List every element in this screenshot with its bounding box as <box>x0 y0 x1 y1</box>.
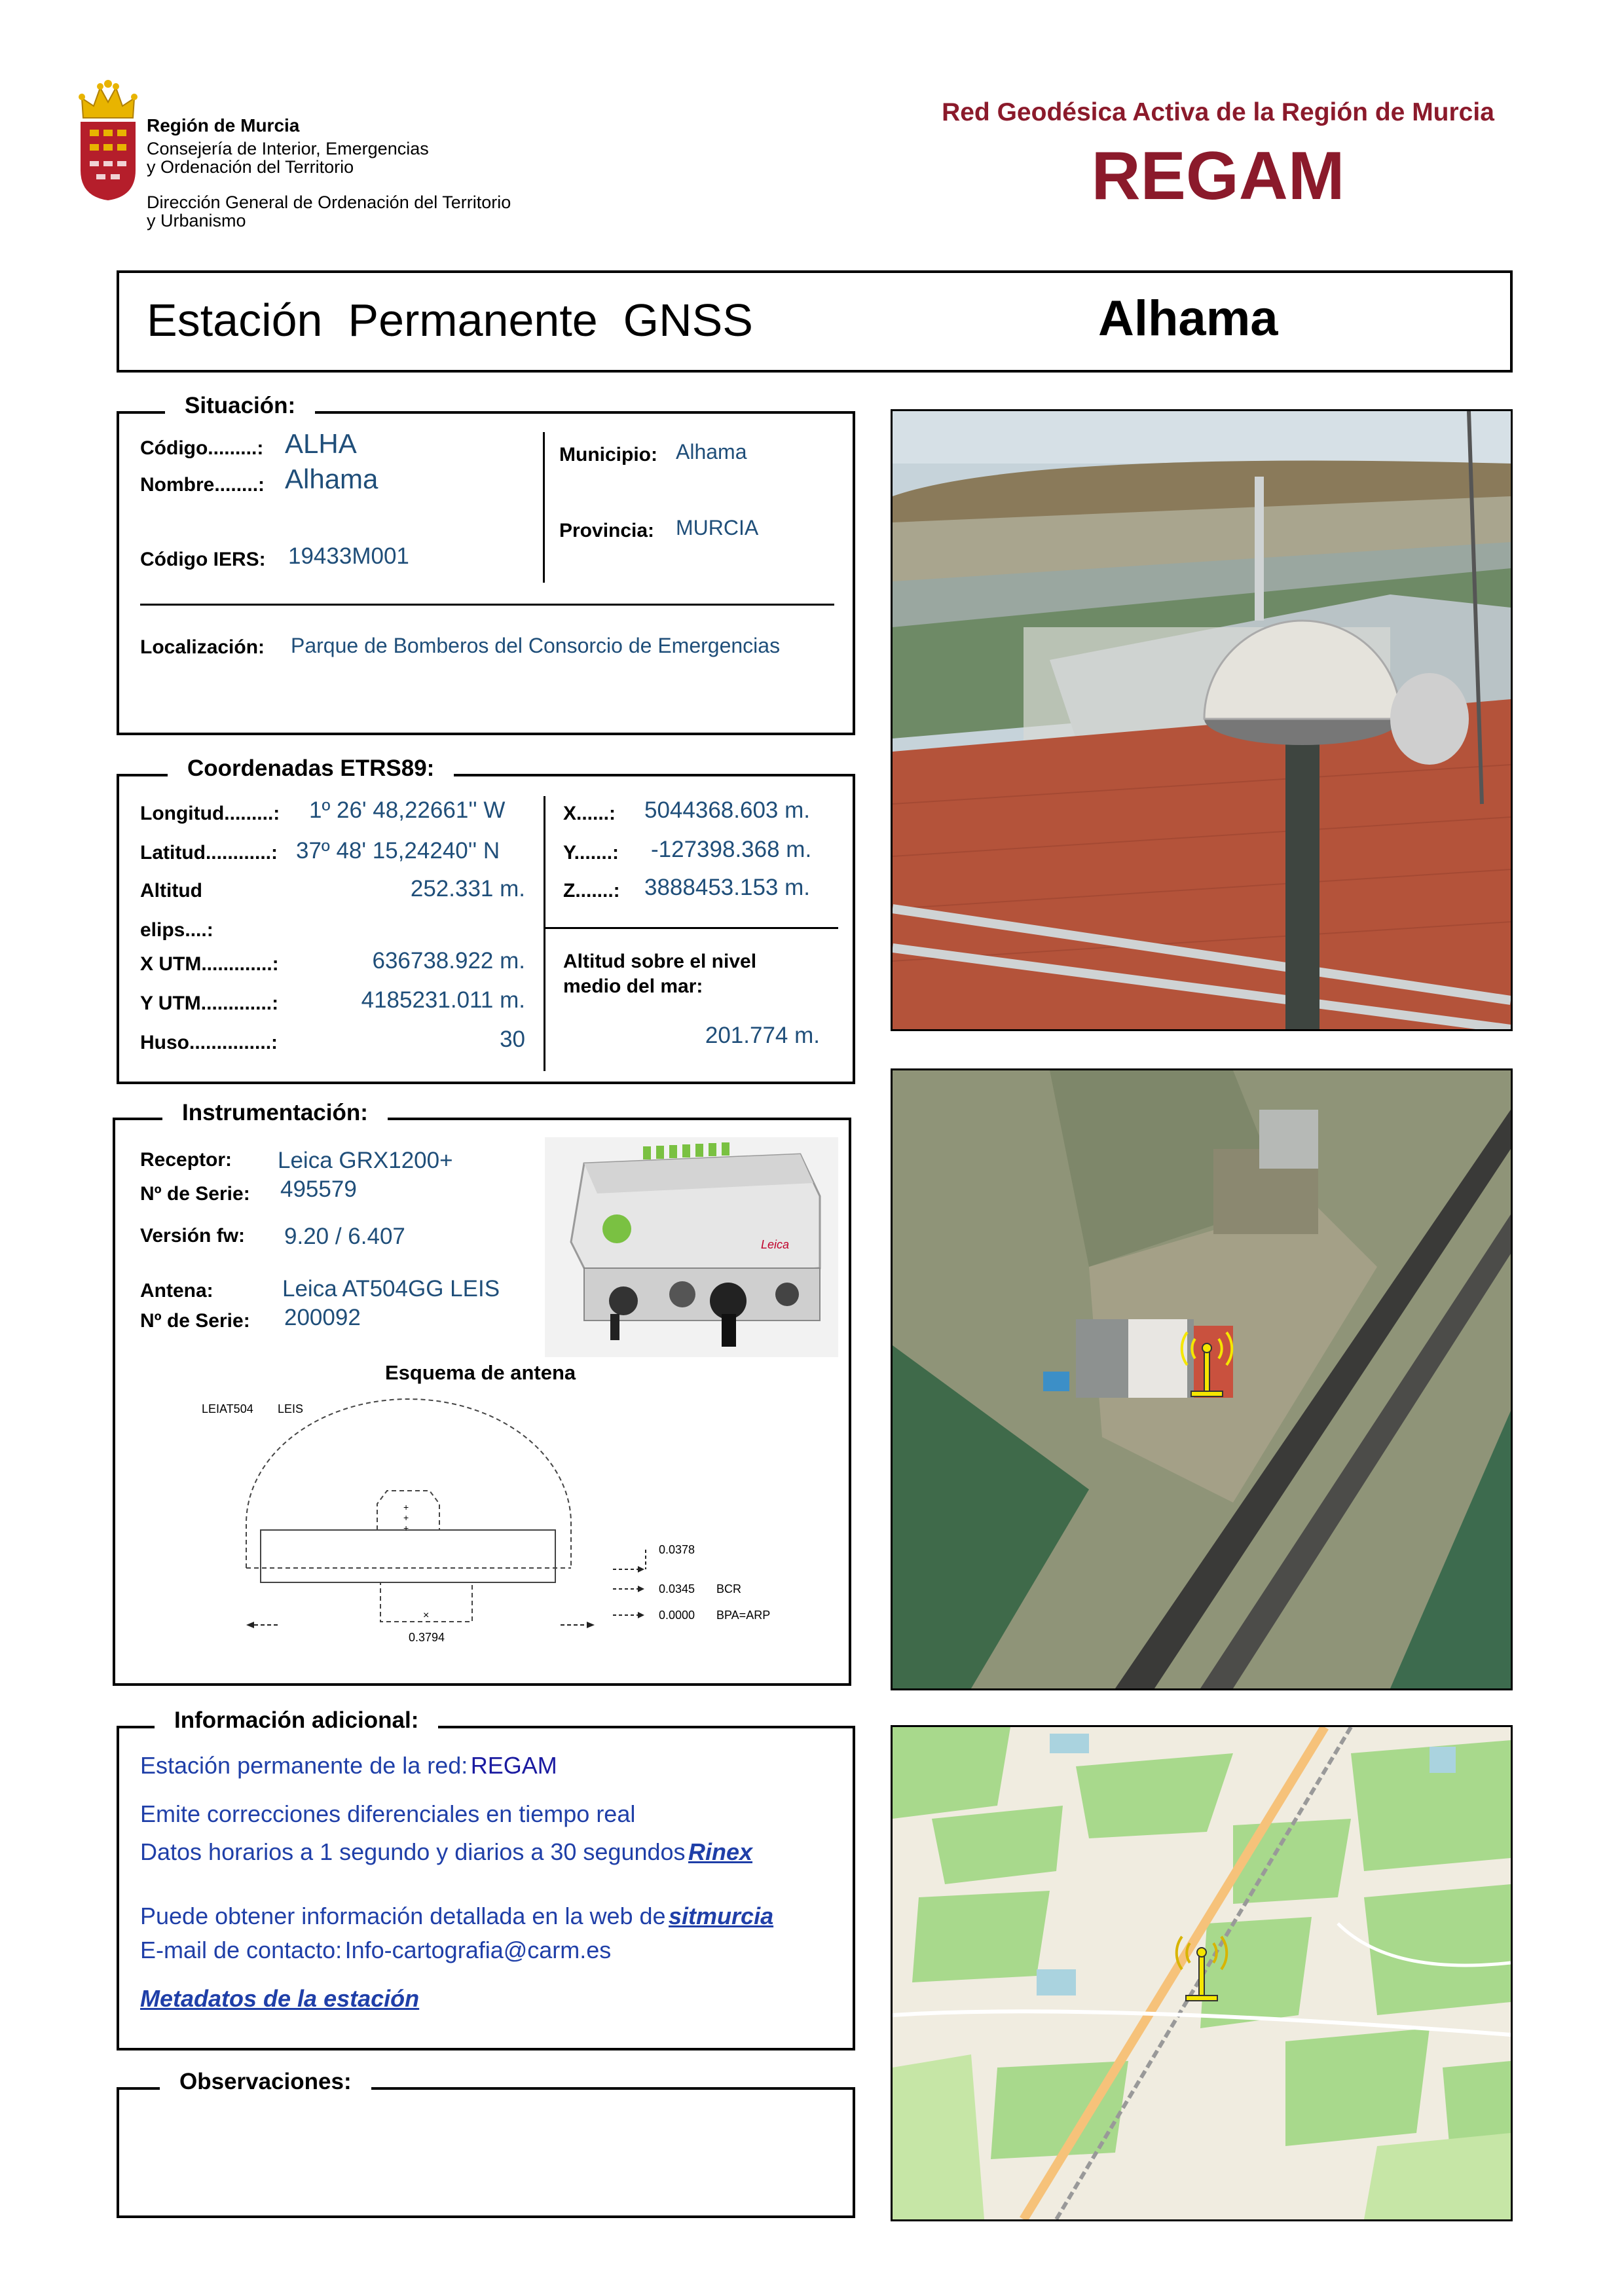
station-title-box <box>117 270 1513 373</box>
localizacion-value: Parque de Bomberos del Consorcio de Emergencias <box>291 634 781 657</box>
observaciones-legend: Observaciones: <box>160 2069 371 2095</box>
codigo-value: ALHA <box>285 428 357 459</box>
esquema-d1: 0.0378 <box>659 1543 695 1556</box>
info-line4-text: Puede obtener información detallada en la web de <box>140 1903 666 1929</box>
receiver-photo <box>545 1137 838 1357</box>
crown-icon <box>79 80 138 118</box>
receptor-value: Leica GRX1200+ <box>278 1148 453 1173</box>
yutm-label: Y UTM.............: <box>140 993 279 1014</box>
divider <box>544 796 545 1071</box>
situacion-box <box>117 411 855 735</box>
esquema-width: 0.3794 <box>409 1631 445 1644</box>
direccion: Dirección General de Ordenación del Territorio <box>147 192 511 212</box>
y-value: -127398.368 m. <box>651 837 812 862</box>
iers-value: 19433M001 <box>288 543 409 569</box>
nombre-label: Nombre........: <box>140 474 265 496</box>
info-line2: Emite correcciones diferenciales en tiempo real <box>140 1800 636 1827</box>
direccion-2: y Urbanismo <box>147 211 246 230</box>
org-name: Región de Murcia <box>147 115 300 136</box>
instrumentacion-box <box>113 1118 851 1686</box>
antena-label: Antena: <box>140 1280 213 1302</box>
antena-value: Leica AT504GG LEIS <box>282 1276 500 1302</box>
station-heading: Estación Permanente GNSS <box>147 295 753 346</box>
rinex-link[interactable]: Rinex <box>688 1838 753 1865</box>
esquema-title: Esquema de antena <box>385 1361 576 1384</box>
info-line4 <box>140 1903 773 1930</box>
coat-of-arms-icon <box>75 79 141 203</box>
x-value: 5044368.603 m. <box>644 797 810 823</box>
info-line3 <box>140 1838 752 1866</box>
coordenadas-box <box>117 774 855 1084</box>
info-red-text <box>140 1752 557 1779</box>
info-box <box>117 1726 855 2050</box>
altitud-label-2: elips....: <box>140 919 213 941</box>
municipio-value: Alhama <box>676 440 747 464</box>
metadatos-link[interactable]: Metadatos de la estación <box>140 1985 420 2012</box>
divider <box>544 927 838 929</box>
yutm-value: 4185231.011 m. <box>361 987 525 1013</box>
esquema-model: LEIAT504 <box>202 1402 253 1415</box>
antena-serie-value: 200092 <box>284 1305 361 1330</box>
latitud-value: 37º 48' 15,24240'' N <box>296 838 500 864</box>
z-label: Z.......: <box>563 880 620 902</box>
xutm-value: 636738.922 m. <box>372 948 525 974</box>
iers-label: Código IERS: <box>140 549 266 570</box>
consejeria-2: y Ordenación del Territorio <box>147 157 354 177</box>
codigo-label: Código.........: <box>140 437 264 459</box>
esquema-bcr: BCR <box>716 1582 742 1595</box>
station-name: Alhama <box>1098 291 1278 346</box>
nmm-label: Altitud sobre el nivel <box>563 951 757 972</box>
info-red-label: Estación permanente de la red: <box>140 1752 468 1779</box>
situacion-legend: Situación: <box>165 393 315 419</box>
provincia-value: MURCIA <box>676 516 759 539</box>
antena-serie-label: Nº de Serie: <box>140 1310 250 1332</box>
z-value: 3888453.153 m. <box>644 875 810 900</box>
esquema-radome: LEIS <box>278 1402 304 1415</box>
info-line3-text: Datos horarios a 1 segundo y diarios a 30 segundos <box>140 1838 686 1865</box>
esquema-arp: BPA=ARP <box>716 1609 771 1622</box>
receiver-brand: Leica <box>761 1238 790 1251</box>
municipio-label: Municipio: <box>559 444 657 465</box>
location-map <box>891 1725 1513 2221</box>
nmm-label-2: medio del mar: <box>563 975 703 997</box>
altitud-label: Altitud <box>140 880 202 902</box>
fw-value: 9.20 / 6.407 <box>284 1224 405 1249</box>
esquema-d2: 0.0345 <box>659 1582 695 1595</box>
svg-text:+: + <box>403 1523 409 1533</box>
info-red-value: REGAM <box>470 1752 557 1779</box>
svg-text:+: + <box>403 1502 409 1512</box>
provincia-label: Provincia: <box>559 520 655 541</box>
email-label: E-mail de contacto: <box>140 1937 342 1963</box>
x-label: X......: <box>563 803 616 824</box>
receptor-label: Receptor: <box>140 1149 232 1171</box>
antenna-diagram <box>155 1393 836 1681</box>
xutm-label: X UTM.............: <box>140 953 279 975</box>
localizacion-label: Localización: <box>140 636 265 658</box>
latitud-label: Latitud............: <box>140 842 278 864</box>
consejeria: Consejería de Interior, Emergencias <box>147 139 429 158</box>
nmm-value: 201.774 m. <box>705 1023 820 1048</box>
network-acronym: REGAM <box>1091 138 1345 214</box>
email-value[interactable]: Info-cartografia@carm.es <box>344 1937 612 1963</box>
station-photo <box>891 409 1513 1031</box>
receptor-serie-label: Nº de Serie: <box>140 1183 250 1205</box>
instrumentacion-legend: Instrumentación: <box>162 1100 388 1126</box>
huso-label: Huso...............: <box>140 1032 278 1053</box>
divider <box>543 432 545 583</box>
huso-value: 30 <box>500 1027 525 1052</box>
fw-label: Versión fw: <box>140 1225 246 1247</box>
info-email <box>140 1937 611 1964</box>
network-title: Red Geodésica Activa de la Región de Murcia <box>942 98 1494 126</box>
longitud-value: 1º 26' 48,22661'' W <box>309 797 506 823</box>
y-label: Y.......: <box>563 842 619 864</box>
sitmurcia-link[interactable]: sitmurcia <box>669 1903 774 1929</box>
nombre-value: Alhama <box>285 464 378 494</box>
svg-text:+: + <box>403 1512 409 1523</box>
info-legend: Información adicional: <box>155 1707 438 1734</box>
svg-text:×: × <box>423 1610 430 1621</box>
aerial-photo <box>891 1068 1513 1690</box>
receptor-serie-value: 495579 <box>280 1176 357 1202</box>
altitud-value: 252.331 m. <box>410 876 525 902</box>
longitud-label: Longitud.........: <box>140 803 280 824</box>
observaciones-box <box>117 2087 855 2218</box>
header <box>0 0 1624 249</box>
esquema-d3: 0.0000 <box>659 1609 695 1622</box>
divider <box>140 604 834 606</box>
coordenadas-legend: Coordenadas ETRS89: <box>168 756 454 782</box>
